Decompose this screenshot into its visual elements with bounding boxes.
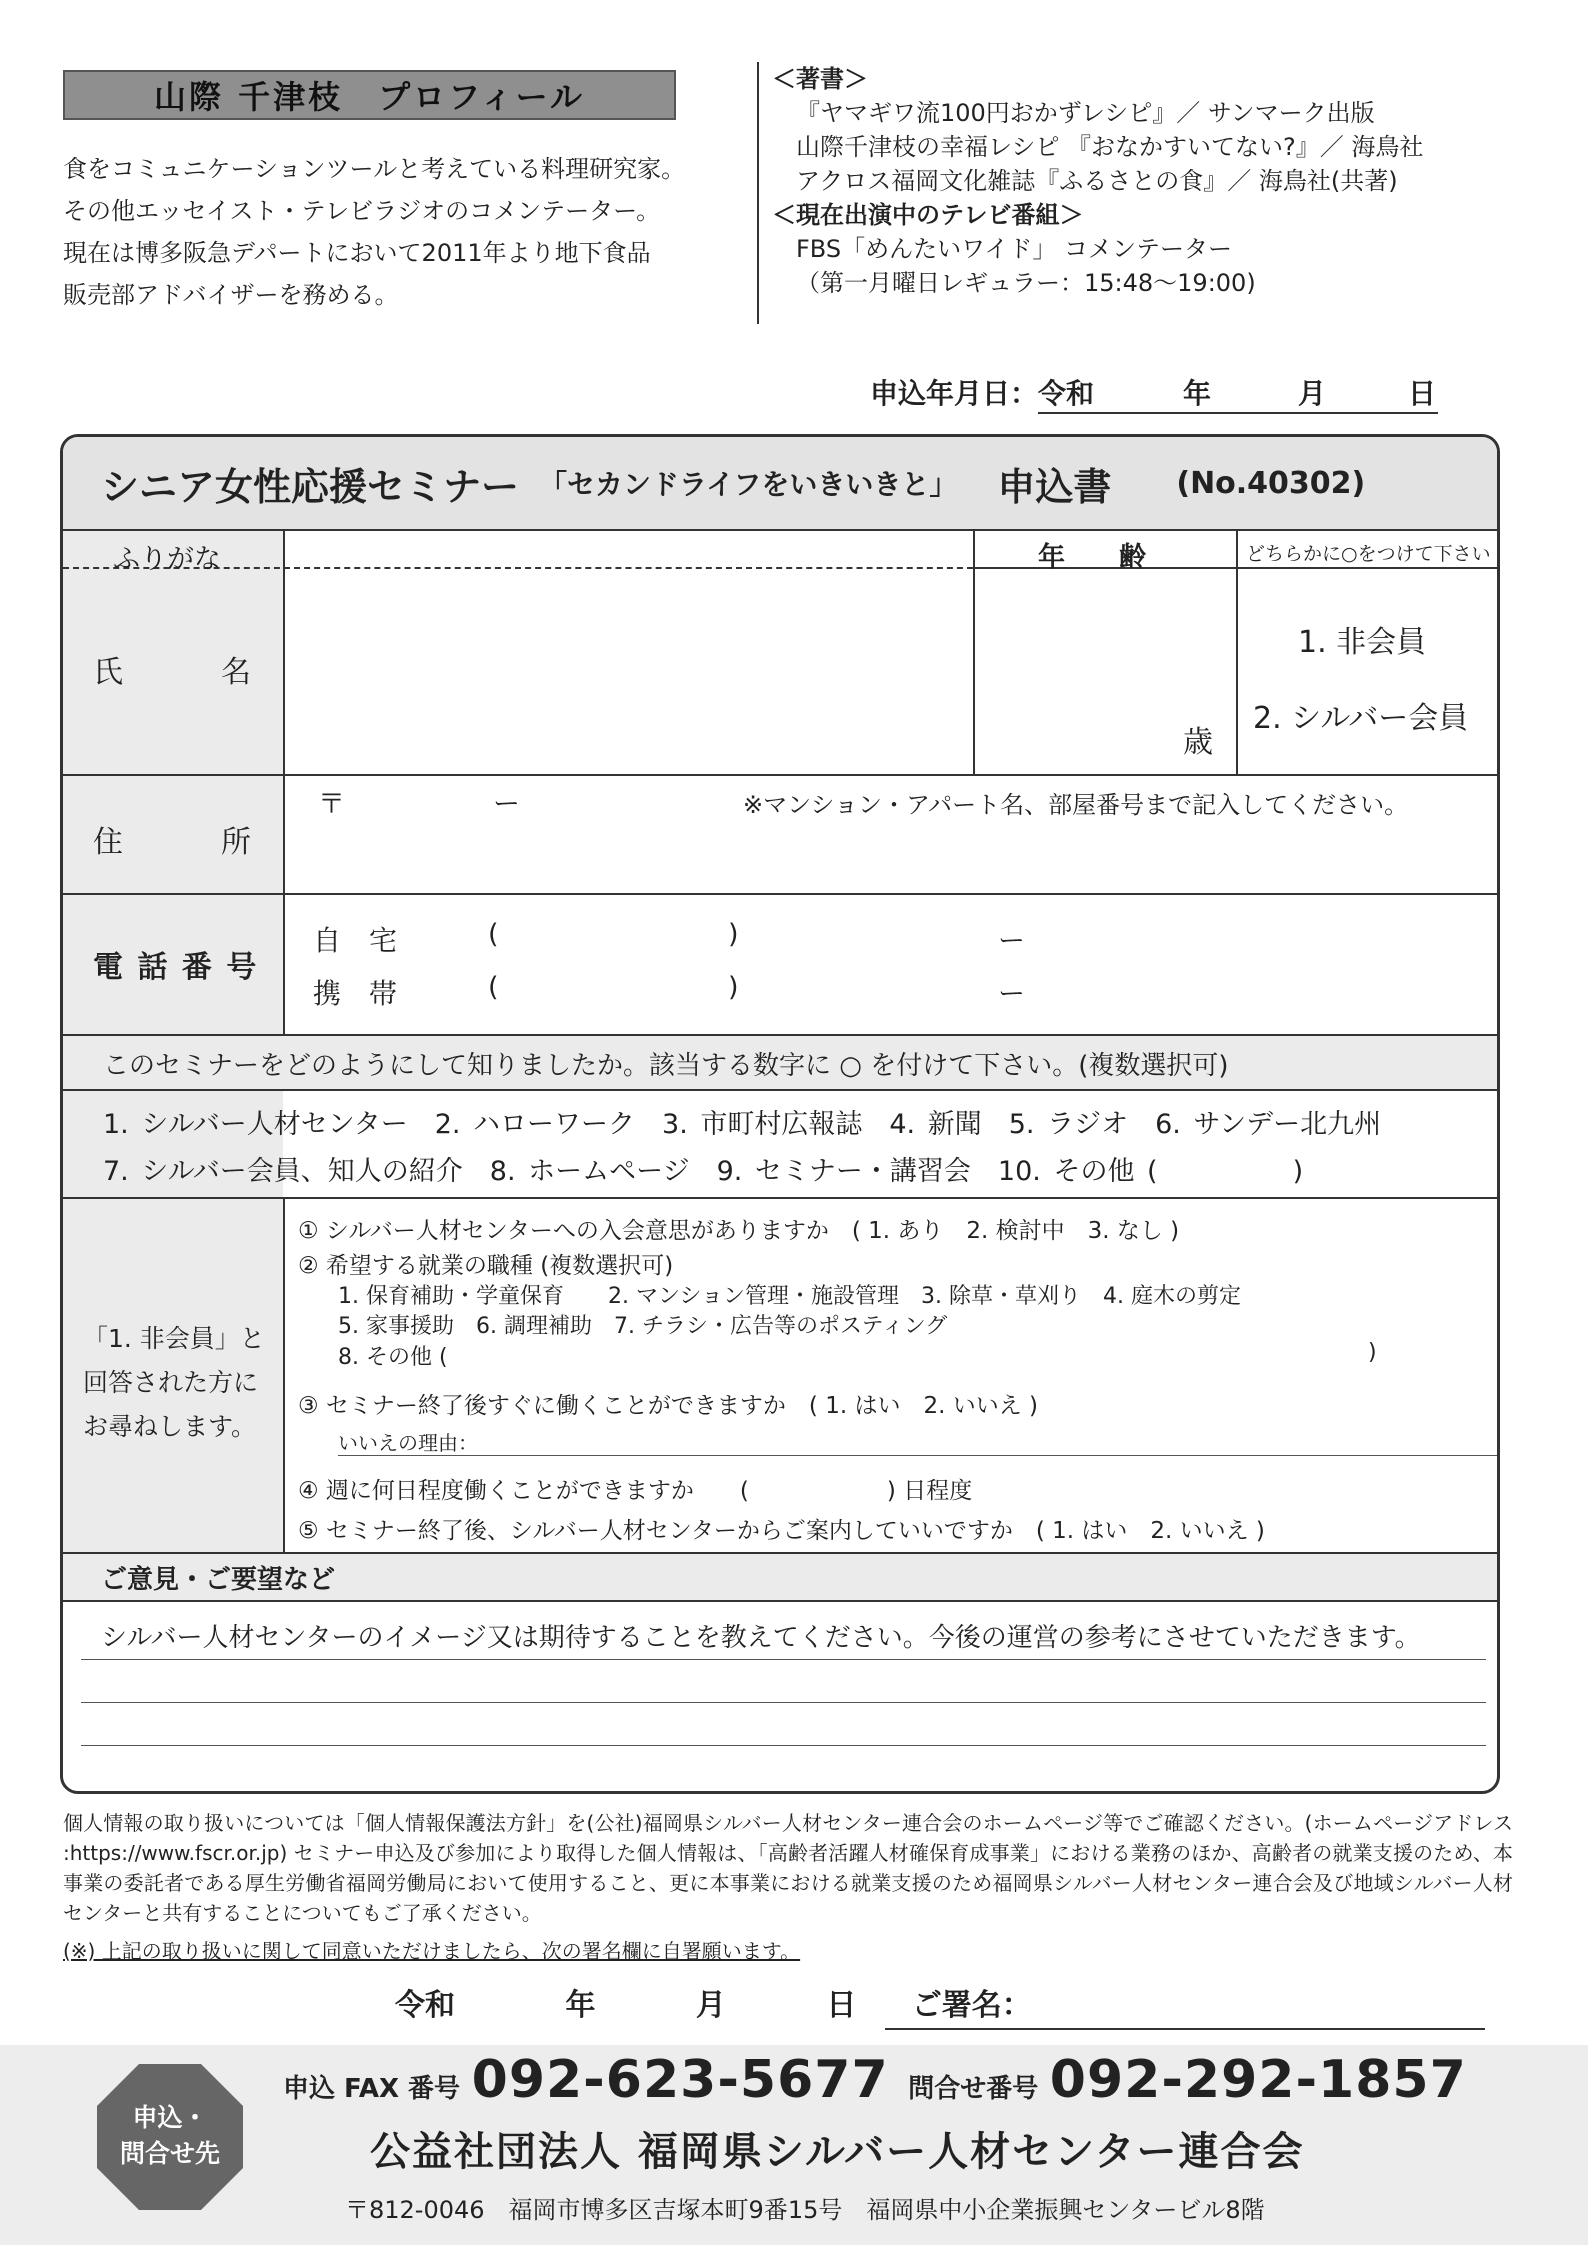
- opinion-line[interactable]: [81, 1659, 1486, 1660]
- home-phone-dash: ー: [998, 926, 1025, 957]
- signature-label: ご署名：: [911, 1988, 1032, 2023]
- contact-numbers: [283, 2050, 1467, 2110]
- source-question: このセミナーをどのようにして知りましたか。該当する数字に ○ を付けて下さい。(複数選択可): [103, 1051, 1229, 1081]
- year-label: 年: [1183, 377, 1212, 410]
- book-item: アクロス福岡文化雑誌『ふるさとの食』／ 海鳥社(共著): [796, 167, 1398, 195]
- books-section: [772, 62, 1572, 300]
- profile-divider: [757, 62, 759, 324]
- home-paren-open: (: [488, 919, 499, 950]
- question-2-options-3[interactable]: 8. その他 (: [338, 1345, 448, 1370]
- name-label: 氏 名: [93, 655, 253, 690]
- furigana-input[interactable]: [285, 531, 971, 566]
- member-option-2[interactable]: 2. シルバー会員: [1253, 701, 1469, 736]
- furigana-label: ふりがな: [113, 544, 221, 575]
- question-4[interactable]: ④ 週に何日程度働くことができますか ( ) 日程度: [298, 1478, 973, 1504]
- application-date-label: 申込年月日：: [870, 377, 1039, 410]
- non-member-label: [83, 1317, 265, 1449]
- name-input[interactable]: [285, 569, 971, 773]
- home-phone-input[interactable]: [503, 912, 723, 952]
- non-member-label-line: 「1. 非会員」と: [83, 1324, 265, 1353]
- member-option-1[interactable]: 1. 非会員: [1298, 625, 1427, 660]
- mobile-paren-close: ): [728, 972, 739, 1003]
- source-other-close: ): [1292, 1156, 1304, 1187]
- signature-row: [395, 1980, 1032, 2024]
- source-options-row-2[interactable]: [103, 1149, 1303, 1188]
- profile-line: 現在は博多阪急デパートにおいて2011年より地下食品: [63, 239, 651, 267]
- address-note: ※マンション・アパート名、部屋番号まで記入してください。: [743, 791, 1409, 819]
- phone-label: 電 話 番 号: [93, 950, 259, 985]
- postal-mark: 〒: [318, 789, 345, 820]
- badge-line: 問合せ先: [119, 2139, 220, 2168]
- application-date: [870, 372, 1438, 414]
- question-1[interactable]: ① シルバー人材センターへの入会意思がありますか ( 1. あり 2. 検討中 3. なし ): [298, 1218, 1180, 1244]
- circle-note: どちらかに○をつけて下さい: [1246, 543, 1491, 565]
- question-5[interactable]: ⑤ セミナー終了後、シルバー人材センターからご案内していいですか ( 1. はい 2. いいえ ): [298, 1518, 1265, 1544]
- question-2-other-close: ): [1368, 1340, 1377, 1365]
- question-3-reason-line[interactable]: [338, 1455, 1500, 1456]
- opinion-prompt: シルバー人材センターのイメージ又は期待することを教えてください。今後の運営の参考にさせていただきます。: [101, 1623, 1421, 1653]
- form-doc-label: 申込書: [997, 464, 1112, 509]
- opinion-label: ご意見・ご要望など: [101, 1565, 336, 1595]
- opinion-line[interactable]: [81, 1745, 1486, 1746]
- application-date-field[interactable]: [1038, 372, 1438, 414]
- form-number: (No.40302): [1176, 465, 1366, 501]
- postal-dash: ー: [493, 789, 520, 820]
- book-item: 『ヤマギワ流100円おかずレシピ』／ サンマーク出版: [796, 99, 1375, 127]
- day-label: 日: [1408, 377, 1437, 410]
- question-3-reason-label: いいえの理由：: [338, 1431, 478, 1455]
- contact-badge: [95, 2062, 245, 2212]
- tel-label: 問合せ番号: [908, 2074, 1039, 2104]
- organization-name: 公益社団法人 福岡県シルバー人材センター連合会: [370, 2129, 1305, 2175]
- home-paren-close: ): [728, 919, 739, 950]
- sign-era: 令和: [395, 1988, 455, 2023]
- tv-item: FBS「めんたいワイド」 コメンテーター: [796, 235, 1232, 263]
- age-unit: 歳: [1183, 725, 1213, 760]
- profile-line: その他エッセイスト・テレビラジオのコメンテーター。: [63, 197, 661, 225]
- address-label: 住 所: [93, 825, 253, 860]
- sign-month: 月: [695, 1988, 726, 2023]
- consent-note: (※) 上記の取り扱いに関して同意いただけましたら、次の署名欄に自署願います。: [63, 1939, 801, 1963]
- sign-day: 日: [826, 1988, 857, 2023]
- form-title: シニア女性応援セミナー: [101, 464, 520, 509]
- badge-line: 申込・: [132, 2103, 208, 2132]
- question-2-options-2[interactable]: 5. 家事援助 6. 調理補助 7. チラシ・広告等のポスティング: [338, 1314, 948, 1339]
- signature-input[interactable]: [885, 2028, 1485, 2030]
- home-phone-label: 自 宅: [313, 924, 398, 957]
- profile-description: [63, 148, 753, 316]
- form-subtitle: 「セカンドライフをいきいきと」: [539, 468, 958, 501]
- fax-label: 申込 FAX 番号: [283, 2074, 461, 2104]
- question-2-options-1[interactable]: 1. 保育補助・学童保育 2. マンション管理・施設管理 3. 除草・草刈り 4. 庭木の剪定: [338, 1284, 1241, 1309]
- mobile-paren-open: (: [488, 972, 499, 1003]
- profile-line: 販売部アドバイザーを務める。: [63, 281, 399, 309]
- privacy-notice: 個人情報の取り扱いについては「個人情報保護法方針」を(公社)福岡県シルバー人材センター連合会のホームページ等でご確認ください。(ホームページアドレス :https://www.fscr.or.jp) セミナー申込及び参加により取得した個人情報は、「高齢者活躍人材確保育成事業」における業務のほか、高齢者の就業支援のため、本事業の委託者である厚生労働省福岡労働局において使用すること、更に本事業における就業支援のため福岡県シルバー人材センター連合会及び地域シルバー人材センターと共有することについてもご了承ください。: [63, 1811, 1513, 1925]
- fax-number[interactable]: 092-623-5677: [471, 2050, 889, 2110]
- era-label: 令和: [1038, 377, 1095, 410]
- form-title-bar: [63, 437, 1497, 529]
- profile-line: 食をコミュニケーションツールと考えている料理研究家。: [63, 155, 686, 183]
- mobile-phone-input[interactable]: [503, 965, 723, 1005]
- books-heading: ＜著書＞: [772, 65, 868, 93]
- opinion-line[interactable]: [81, 1702, 1486, 1703]
- tel-number[interactable]: 092-292-1857: [1049, 2050, 1467, 2110]
- question-3[interactable]: ③ セミナー終了後すぐに働くことができますか ( 1. はい 2. いいえ ): [298, 1393, 1039, 1419]
- non-member-label-line: 回答された方に: [83, 1368, 259, 1397]
- profile-title: 山際 千津枝 プロフィール: [63, 70, 676, 120]
- month-label: 月: [1298, 377, 1327, 410]
- sign-year: 年: [565, 1988, 596, 2023]
- mobile-phone-dash: ー: [998, 979, 1025, 1010]
- question-2: ② 希望する就業の職種 (複数選択可): [298, 1253, 674, 1279]
- source-options-row-2-text: 7. シルバー会員、知人の紹介 8. ホームページ 9. セミナー・講習会 10. その他 (: [103, 1156, 1158, 1187]
- non-member-label-line: お尋ねします。: [83, 1412, 257, 1441]
- address-input[interactable]: [285, 827, 1495, 891]
- age-label: 年 齢: [1038, 542, 1146, 573]
- source-options-row-1[interactable]: 1. シルバー人材センター 2. ハローワーク 3. 市町村広報誌 4. 新聞 5. ラジオ 6. サンデー北九州: [103, 1109, 1382, 1140]
- application-form: [60, 434, 1500, 1794]
- tv-item: （第一月曜日レギュラー：15:48～19:00): [796, 269, 1256, 297]
- organization-address: 〒812-0046 福岡市博多区吉塚本町9番15号 福岡県中小企業振興センタービル8階: [345, 2196, 1265, 2224]
- mobile-phone-label: 携 帯: [313, 977, 398, 1010]
- tv-heading: ＜現在出演中のテレビ番組＞: [772, 201, 1084, 229]
- book-item: 山際千津枝の幸福レシピ 『おなかすいてない?』／ 海鳥社: [796, 133, 1424, 161]
